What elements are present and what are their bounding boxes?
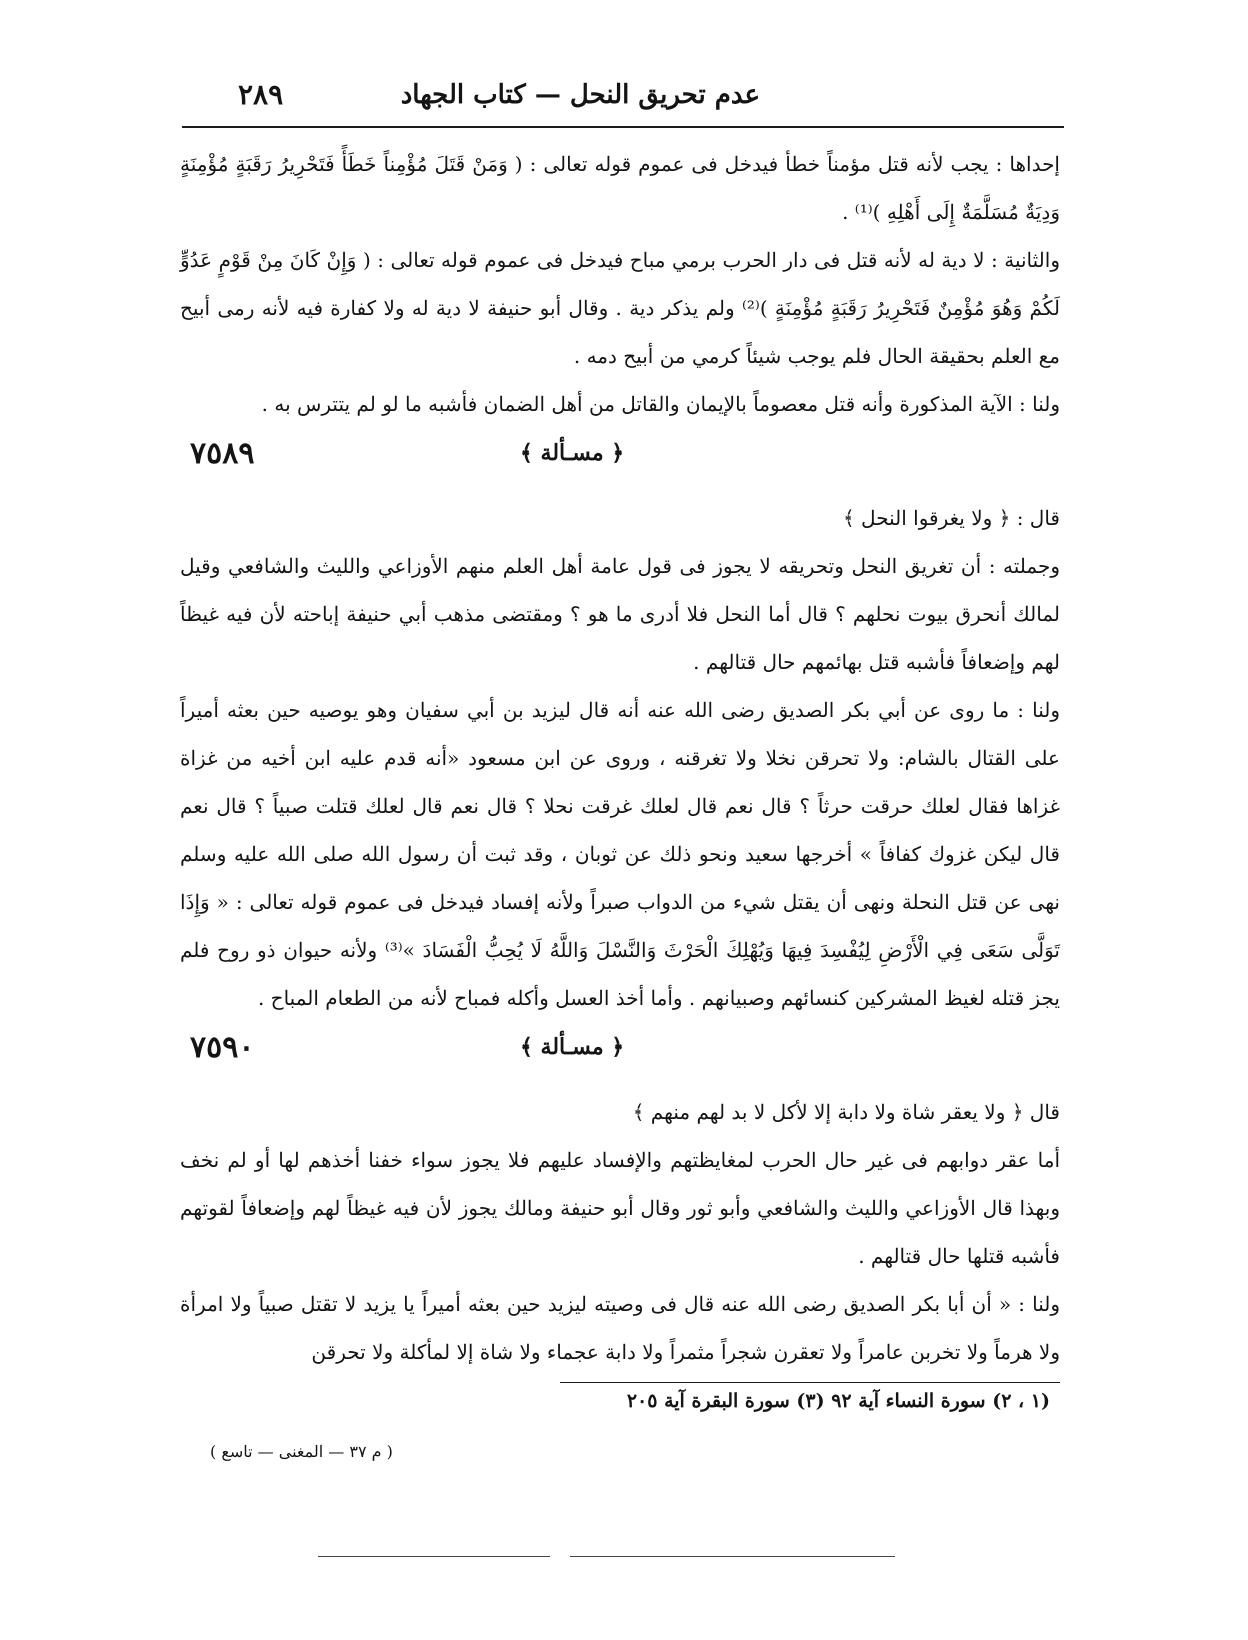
footnote-rule xyxy=(560,1382,1060,1383)
paragraph: ولنا : ما روى عن أبي بكر الصديق رضى الله عنه أنه قال ليزيد بن أبي سفيان وهو يوصيه حين بعثه أميراً على القتال بالشام: ولا تحرقن نخلا ولا تغرقنه ، وروى عن ابن مسعود «أنه قدم عليه ابن أخيه من غزاة غزاها فقال لعلك حرقت حرثاً ؟ قال نعم قال لعلك غرقت نحلا ؟ قال نعم قال لعلك قتلت صبياً ؟ قال نعم قال ليكن غزوك كفافاً » أخرجها سعيد ونحو ذلك عن ثوبان ، وقد ثبت أن رسول الله صلى الله عليه وسلم نهى عن قتل النحلة ونهى أن يقتل شيء من الدواب صبراً ولأنه إفساد فيدخل فى عموم قوله تعالى : « وَإِذَا تَوَلَّى سَعَى فِي الْأَرْضِ لِيُفْسِدَ فِيهَا وَيُهْلِكَ الْحَرْثَ وَالنَّسْلَ وَاللَّهُ لَا يُحِبُّ الْفَسَادَ »⁽³⁾ ولأنه حيوان ذو روح فلم يجز قتله لغيظ المشركين كنسائهم وصبيانهم . وأما أخذ العسل وأكله فمباح لأنه من الطعام المباح . xyxy=(180,698,1061,1010)
section-number: ٧٥٩٠ xyxy=(190,1030,255,1065)
chapter-title: عدم تحريق النحل — كتاب الجهاد xyxy=(400,80,760,110)
running-header xyxy=(190,78,1060,122)
footnote: (١ ، ٢) سورة النساء آية ٩٢ (٣) سورة البقرة آية ٢٠٥ xyxy=(626,1390,1050,1412)
page-number: ٢٨٩ xyxy=(238,78,284,111)
paragraph: ولنا : الآية المذكورة وأنه قتل معصوماً بالإيمان والقاتل من أهل الضمان فأشبه ما لو لم يتترس به . xyxy=(261,392,1060,416)
quoted-rule: قال ﴿ ولا يعقر شاة ولا دابة إلا لأكل لا بد لهم منهم ﴾ xyxy=(632,1100,1060,1124)
paragraph: ولنا : « أن أبا بكر الصديق رضى الله عنه قال فى وصيته ليزيد حين بعثه أميراً يا يزيد لا تقتل صبياً ولا امرأة ولا هرماً ولا تخربن عامراً ولا تعقرن شجراً مثمراً ولا دابة عجماء ولا شاة إلا لمأكلة ولا تحرقن xyxy=(180,1292,1060,1364)
paragraph: وجملته : أن تغريق النحل وتحريقه لا يجوز فى قول عامة أهل العلم منهم الأوزاعي والليث والشافعي وقيل لمالك أنحرق بيوت نحلهم ؟ قال أما النحل فلا أدرى ما هو ؟ ومقتضى مذهب أبي حنيفة إباحته لأن فيه غيظاً لهم وإضعافاً فأشبه قتل بهائمهم حال قتالهم . xyxy=(180,554,1060,674)
bottom-rule-right xyxy=(570,1556,895,1557)
section-label: ﴿ مسـألة ﴾ xyxy=(520,1034,625,1060)
section-number: ٧٥٨٩ xyxy=(190,436,255,471)
main-text xyxy=(180,140,1060,1376)
bottom-rule-left xyxy=(318,1556,550,1557)
paragraph: والثانية : لا دية له لأنه قتل فى دار الحرب برمي مباح فيدخل فى عموم قوله تعالى : ( وَإِنْ كَانَ مِنْ قَوْمٍ عَدُوٍّ لَكُمْ وَهُوَ مُؤْمِنٌ فَتَحْرِيرُ رَقَبَةٍ مُؤْمِنَةٍ )⁽²⁾ ولم يذكر دية . وقال أبو حنيفة لا دية له ولا كفارة فيه لأنه رمى أبيح مع العلم بحقيقة الحال فلم يوجب شيئاً كرمي من أبيح دمه . xyxy=(180,248,1060,368)
section-heading-7589 xyxy=(180,432,1060,490)
header-rule xyxy=(182,126,1064,128)
section-label: ﴿ مسـألة ﴾ xyxy=(520,440,625,466)
paragraph: أما عقر دوابهم فى غير حال الحرب لمغايظتهم والإفساد عليهم فلا يجوز سواء خفنا أخذهم لها أو لم نخف وبهذا قال الأوزاعي والليث والشافعي وأبو ثور وقال أبو حنيفة ومالك يجوز لأن فيه غيظاً لهم وإضعافاً لقوتهم فأشبه قتلها حال قتالهم . xyxy=(180,1148,1060,1268)
printer-signature: ( م ٣٧ — المغنى — تاسع ) xyxy=(210,1442,393,1461)
paragraph: إحداها : يجب لأنه قتل مؤمناً خطأ فيدخل فى عموم قوله تعالى : ( وَمَنْ قَتَلَ مُؤْمِناً خَطَأً فَتَحْرِيرُ رَقَبَةٍ مُؤْمِنَةٍ وَدِيَةٌ مُسَلَّمَةٌ إِلَى أَهْلِهِ )⁽¹⁾ . xyxy=(180,152,1060,224)
quoted-rule: قال : ﴿ ولا يغرقوا النحل ﴾ xyxy=(842,506,1060,530)
section-heading-7590 xyxy=(180,1026,1060,1084)
